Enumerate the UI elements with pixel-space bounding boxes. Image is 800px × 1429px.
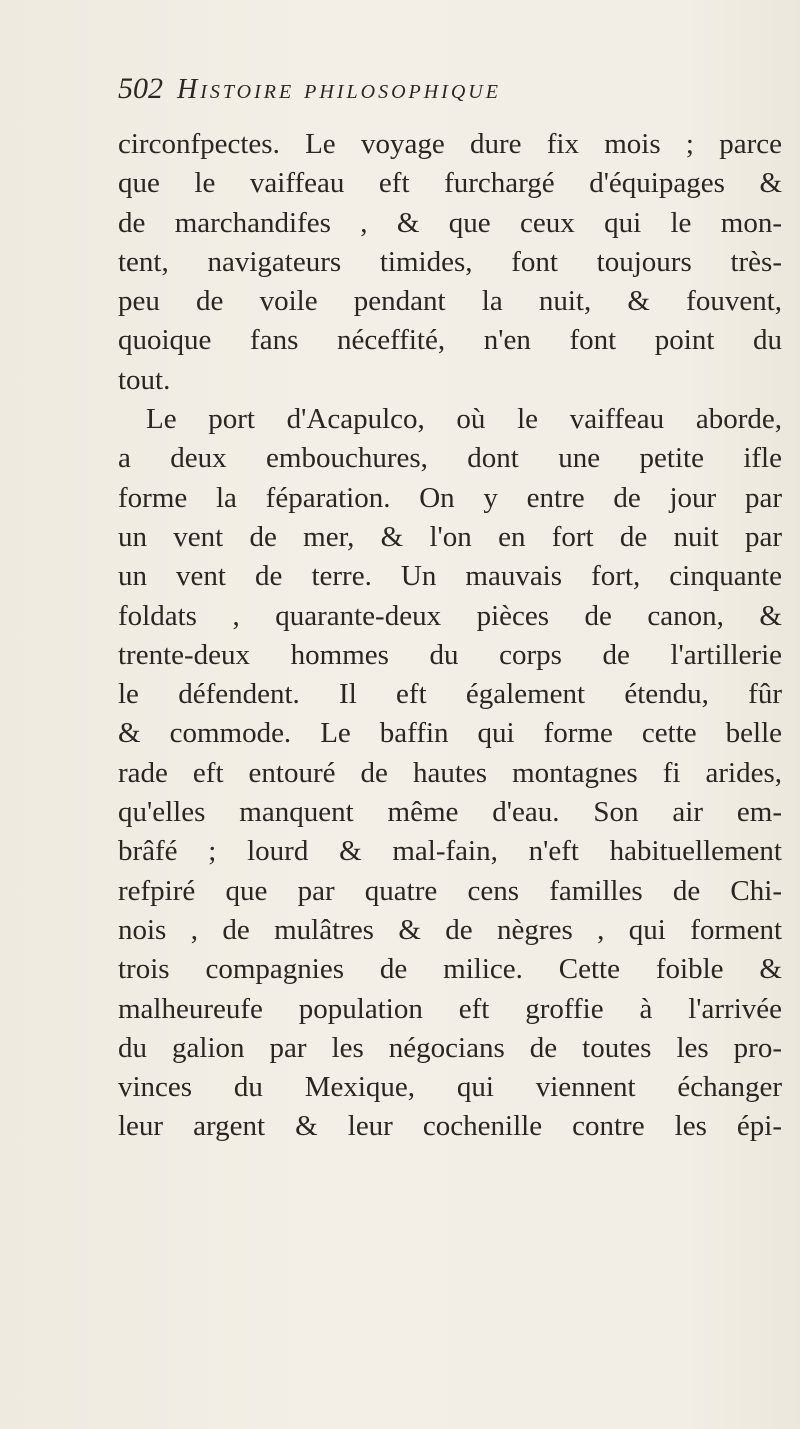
text-line: brâfé ; lourd & mal-fain, n'eft habituellement bbox=[118, 835, 782, 868]
text-line: vinces du Mexique, qui viennent échanger bbox=[118, 1071, 782, 1104]
text-line: que le vaiffeau eft furchargé d'équipages & bbox=[118, 167, 782, 200]
page-number: 502 bbox=[118, 72, 163, 105]
text-line: refpiré que par quatre cens familles de Chi- bbox=[118, 874, 782, 907]
text-line: trente-deux hommes du corps de l'artillerie bbox=[118, 638, 782, 671]
text-line: malheureufe population eft groffie à l'arrivée bbox=[118, 992, 782, 1025]
text-line: du galion par les négocians de toutes les pro- bbox=[118, 1031, 782, 1064]
text-line: quoique fans néceffité, n'en font point du bbox=[118, 324, 782, 357]
text-line: un vent de terre. Un mauvais fort, cinquante bbox=[118, 560, 782, 593]
text-line: tout. bbox=[118, 363, 171, 396]
text-line: a deux embouchures, dont une petite ifle bbox=[118, 442, 782, 475]
body-text bbox=[118, 125, 782, 1147]
text-line: foldats , quarante-deux pièces de canon, & bbox=[118, 599, 782, 632]
text-line: leur argent & leur cochenille contre les épi- bbox=[118, 1110, 782, 1143]
page-header bbox=[118, 72, 718, 116]
text-line: le défendent. Il eft également étendu, fûr bbox=[118, 678, 782, 711]
running-head: Histoire philosophique bbox=[177, 74, 501, 105]
text-line: qu'elles manquent même d'eau. Son air em- bbox=[118, 796, 782, 829]
text-line: forme la féparation. On y entre de jour par bbox=[118, 481, 782, 514]
text-line: un vent de mer, & l'on en fort de nuit par bbox=[118, 520, 782, 553]
text-line: Le port d'Acapulco, où le vaiffeau aborde, bbox=[146, 403, 782, 436]
text-line: & commode. Le baffin qui forme cette belle bbox=[118, 717, 782, 750]
text-line: peu de voile pendant la nuit, & fouvent, bbox=[118, 285, 782, 318]
text-line: de marchandifes , & que ceux qui le mon- bbox=[118, 206, 782, 239]
text-line: circonfpectes. Le voyage dure fix mois ; parce bbox=[118, 128, 782, 160]
text-line: rade eft entouré de hautes montagnes fi arides, bbox=[118, 756, 782, 789]
text-line: tent, navigateurs timides, font toujours très- bbox=[118, 245, 782, 278]
text-line: nois , de mulâtres & de nègres , qui forment bbox=[118, 913, 782, 946]
text-line: trois compagnies de milice. Cette foible & bbox=[118, 953, 782, 986]
